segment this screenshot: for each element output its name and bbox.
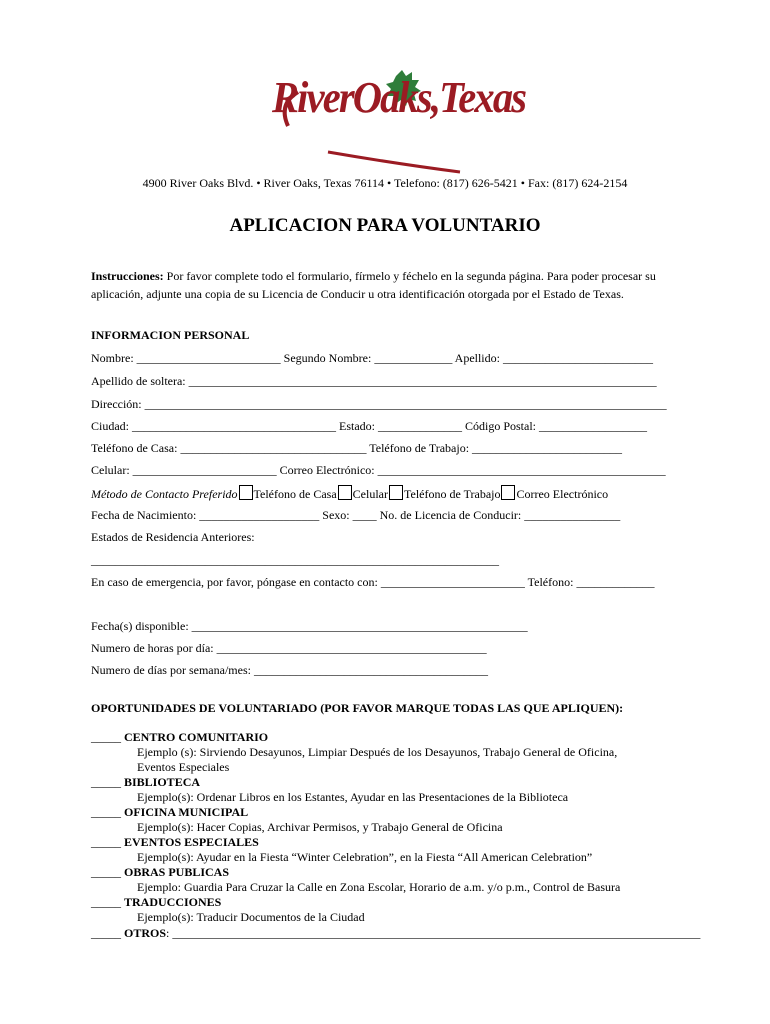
opportunity-example: Ejemplo(s): Ordenar Libros en los Estantes, Ayudar en las Presentaciones de la Biblioteca <box>137 790 569 804</box>
horas-line[interactable]: Numero de horas por día: _____________________________________________ <box>91 641 487 655</box>
emergencia-line[interactable]: En caso de emergencia, por favor, póngase en contacto con: ________________________ Teléfono: _____________ <box>91 575 655 589</box>
opportunity-title: CENTRO COMUNITARIO <box>124 730 269 744</box>
opportunity-blank[interactable]: _____ <box>91 895 121 909</box>
address-line: 4900 River Oaks Blvd. • River Oaks, Texas 76114 • Telefono: (817) 626-5421 • Fax: (817) 624-2154 <box>142 176 628 190</box>
personal-heading: INFORMACION PERSONAL <box>91 328 250 342</box>
estados-blank-line[interactable]: ____________________________________________________________________ <box>91 553 499 567</box>
opportunity-title: OTROS <box>124 926 167 940</box>
otros-line[interactable]: : ________________________________________________________________________________________ <box>166 926 701 940</box>
ciudad-line[interactable]: Ciudad: __________________________________ Estado: ______________ Código Postal: __________________ <box>91 419 648 433</box>
river-oaks-logo <box>268 64 526 176</box>
opportunity-blank[interactable]: _____ <box>91 926 121 940</box>
contact-option-email: Correo Electrónico <box>516 487 609 501</box>
logo-text: RiverOaks,Texas <box>272 73 526 122</box>
opportunity-biblioteca[interactable] <box>91 775 200 790</box>
instructions <box>91 267 691 303</box>
checkbox-cell[interactable] <box>338 485 352 500</box>
opportunity-title: TRADUCCIONES <box>124 895 222 909</box>
direccion-line[interactable]: Dirección: _______________________________________________________________________________________ <box>91 397 667 411</box>
nombre-line[interactable]: Nombre: ________________________ Segundo Nombre: _____________ Apellido: _________________________ <box>91 351 653 365</box>
opportunity-example: Ejemplo(s): Traducir Documentos de la Ciudad <box>137 910 365 924</box>
opportunity-example: Eventos Especiales <box>137 760 230 774</box>
opportunity-title: OBRAS PUBLICAS <box>124 865 230 879</box>
opportunity-eventos[interactable] <box>91 835 259 850</box>
opportunity-obras[interactable] <box>91 865 229 880</box>
opportunity-blank[interactable]: _____ <box>91 775 121 789</box>
opportunity-traducciones[interactable] <box>91 895 221 910</box>
opportunity-example: Ejemplo (s): Sirviendo Desayunos, Limpiar Después de los Desayunos, Trabajo General de Oficina, <box>137 745 618 759</box>
celular-line[interactable]: Celular: ________________________ Correo Electrónico: ________________________________________________ <box>91 463 666 477</box>
checkbox-work-phone[interactable] <box>389 485 403 500</box>
opportunity-oficina[interactable] <box>91 805 248 820</box>
opportunity-blank[interactable]: _____ <box>91 805 121 819</box>
nacimiento-line[interactable]: Fecha de Nacimiento: ____________________ Sexo: ____ No. de Licencia de Conducir: ________________ <box>91 508 621 522</box>
page-title: APLICACION PARA VOLUNTARIO <box>229 215 541 236</box>
contact-option-home: Teléfono de Casa <box>253 487 337 501</box>
telefono-line[interactable]: Teléfono de Casa: _______________________________ Teléfono de Trabajo: _________________________ <box>91 441 623 455</box>
estados-label: Estados de Residencia Anteriores: <box>91 530 255 544</box>
opportunity-otros[interactable] <box>91 926 700 941</box>
soltera-line[interactable]: Apellido de soltera: ______________________________________________________________________________ <box>91 374 657 388</box>
opportunity-title: OFICINA MUNICIPAL <box>124 805 249 819</box>
contact-option-cell: Celular <box>352 487 388 501</box>
dias-line[interactable]: Numero de días por semana/mes: _______________________________________ <box>91 663 488 677</box>
opportunity-title: EVENTOS ESPECIALES <box>124 835 259 849</box>
contact-method-label: Método de Contacto Preferido <box>91 487 238 501</box>
opportunity-title: BIBLIOTECA <box>124 775 201 789</box>
instructions-text: Por favor complete todo el formulario, fírmelo y féchelo en la segunda página. Para poder procesar su aplicación, adjunte una copia de su Licencia de Conducir u otra identificación otorgada por el Estado de Texas. <box>91 269 656 301</box>
contact-method-row <box>91 485 608 502</box>
opportunity-example: Ejemplo(s): Ayudar en la Fiesta “Winter Celebration”, en la Fiesta “All American Celebration” <box>137 850 593 864</box>
contact-option-work: Teléfono de Trabajo <box>404 487 501 501</box>
opportunity-centro[interactable] <box>91 730 268 745</box>
checkbox-email[interactable] <box>501 485 515 500</box>
instructions-label: Instrucciones: <box>91 269 164 283</box>
opportunity-example: Ejemplo(s): Hacer Copias, Archivar Permisos, y Trabajo General de Oficina <box>137 820 503 834</box>
checkbox-home-phone[interactable] <box>239 485 253 500</box>
fechas-line[interactable]: Fecha(s) disponible: ________________________________________________________ <box>91 619 528 633</box>
opportunity-blank[interactable]: _____ <box>91 730 121 744</box>
opportunity-blank[interactable]: _____ <box>91 835 121 849</box>
opportunity-blank[interactable]: _____ <box>91 865 121 879</box>
opportunity-example: Ejemplo: Guardia Para Cruzar la Calle en Zona Escolar, Horario de a.m. y/o p.m., Control de Basura <box>137 880 621 894</box>
opportunities-heading: OPORTUNIDADES DE VOLUNTARIADO (POR FAVOR MARQUE TODAS LAS QUE APLIQUEN): <box>91 701 624 715</box>
